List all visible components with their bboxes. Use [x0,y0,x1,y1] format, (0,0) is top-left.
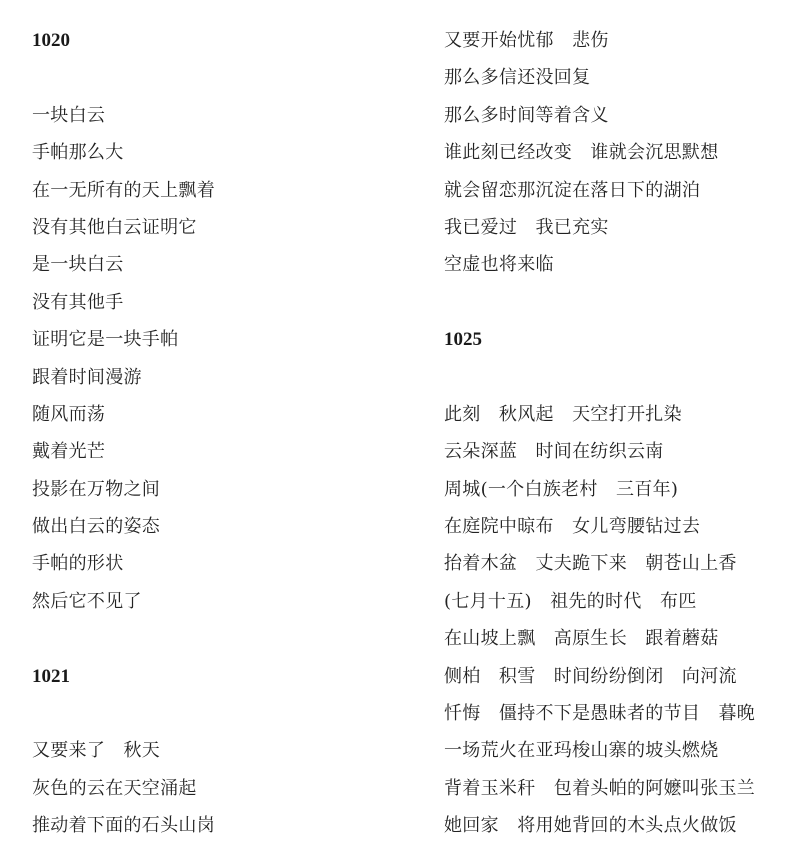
poem-line: 在庭院中晾布 女儿弯腰钻过去 [444,516,701,538]
poem-line: 此刻 秋风起 天空打开扎染 [444,403,682,425]
poem-line: 在山坡上飘 高原生长 跟着蘑菇 [444,628,719,650]
poem-line: 做出白云的姿态 [32,516,161,538]
poem-line: 又要开始忧郁 悲伤 [444,30,609,51]
spacer [444,284,794,321]
poem-line: 一场荒火在亚玛梭山寨的坡头燃烧 [444,740,719,762]
poem-title-1025: 1025 [444,329,482,351]
poem-line: 谁此刻已经改变 谁就会沉思默想 [444,142,719,164]
poem-line: 一块白云 [32,104,106,126]
poem-line: 抬着木盆 丈夫跪下来 朝苍山上香 [444,553,737,575]
poem-line: 她回家 将用她背回的木头点火做饭 [444,815,737,837]
poem-line: 跟着时间漫游 [32,366,142,388]
poem-line: 在一无所有的天上飘着 [32,179,215,201]
poem-line: 就会留恋那沉淀在落日下的湖泊 [444,179,701,201]
poem-line: 戴着光芒 [32,441,106,463]
poem-line: 证明它是一块手帕 [32,329,179,351]
poem-line: 推动着下面的石头山岗 [32,815,215,837]
poem-line: 侧柏 积雪 时间纷纷倒闭 向河流 [444,665,737,687]
poem-line: 背着玉米秆 包着头帕的阿嬷叫张玉兰 [444,777,756,799]
spacer [444,359,794,396]
poem-line: 忏悔 僵持不下是愚昧者的节目 暮晚 [444,703,756,725]
poem-title-1021: 1021 [32,665,70,687]
spacer [32,59,412,96]
poem-line: 空虚也将来临 [444,254,554,276]
poem-line: 我已爱过 我已充实 [444,216,609,238]
poem-line: 然后它不见了 [32,590,142,612]
spacer [32,620,412,657]
poem-line: 那么多信还没回复 [444,67,591,89]
poem-title-1020: 1020 [32,30,70,51]
right-column [444,22,794,845]
poem-line: 没有其他手 [32,291,124,313]
poem-line: (七月十五) 祖先的时代 布匹 [444,590,697,612]
poem-line: 周城(一个白族老村 三百年) [444,478,679,500]
poem-line: 手帕那么大 [32,142,124,164]
poem-line: 没有其他白云证明它 [32,216,197,238]
poem-line: 又要来了 秋天 [32,740,161,762]
poem-line: 灰色的云在天空涌起 [32,777,197,799]
poem-line: 云朵深蓝 时间在纺织云南 [444,441,664,463]
poem-line: 是一块白云 [32,254,124,276]
left-column [32,22,412,845]
poem-line: 随风而荡 [32,403,106,425]
poem-line: 投影在万物之间 [32,478,161,500]
spacer [32,695,412,732]
poem-line: 那么多时间等着含义 [444,104,609,126]
poem-line: 手帕的形状 [32,553,124,575]
